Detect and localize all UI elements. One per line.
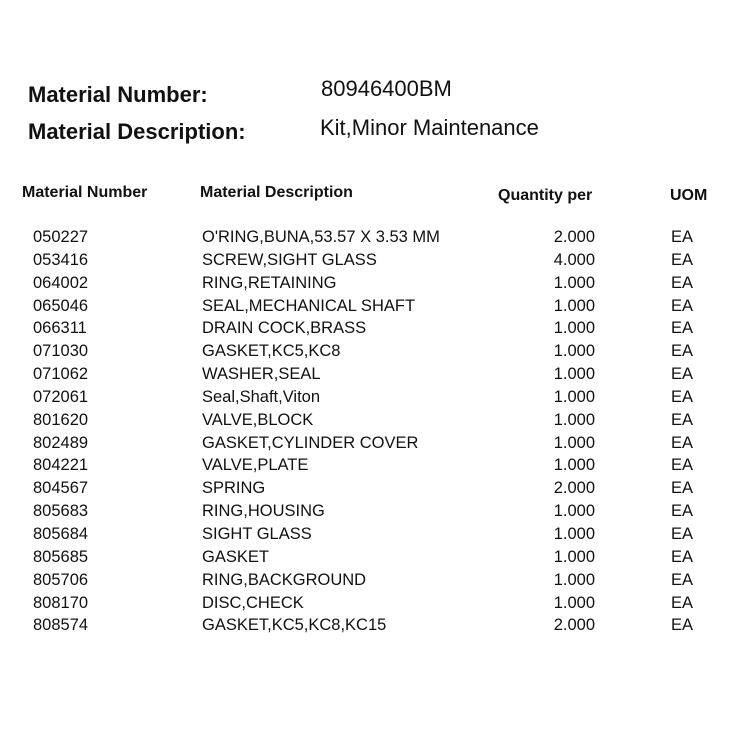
col-header-uom: UOM [670,187,708,204]
cell-material-number: 072061 [33,387,89,406]
table-row [0,363,740,386]
cell-material-number: 808170 [33,593,89,612]
cell-uom: EA [671,479,694,498]
cell-material-description: O'RING,BUNA,53.57 X 3.53 MM [202,228,440,246]
table-row [0,500,740,523]
table-row [0,477,740,500]
cell-uom: EA [671,250,694,269]
cell-uom: EA [671,273,694,292]
cell-material-number: 050227 [33,228,89,246]
table-row [0,569,740,592]
table-row [0,592,740,615]
col-header-material-description: Material Description [200,184,353,201]
cell-quantity: 2.000 [553,479,595,498]
cell-material-description: GASKET,KC5,KC8 [202,342,341,361]
cell-material-number: 065046 [33,296,89,315]
material-number-label: Material Number: [28,82,208,107]
cell-quantity: 1.000 [553,456,595,475]
cell-material-description: RING,RETAINING [202,273,337,292]
cell-uom: EA [671,570,694,589]
cell-material-number: 071030 [33,342,89,361]
col-header-material-number: Material Number [22,184,148,201]
cell-uom: EA [671,296,694,315]
cell-uom: EA [671,365,694,384]
cell-material-description: SIGHT GLASS [202,524,312,543]
cell-material-number: 804221 [33,456,89,475]
cell-uom: EA [671,433,694,452]
cell-uom: EA [671,593,694,612]
cell-material-description: Seal,Shaft,Viton [202,387,321,406]
cell-uom: EA [671,410,694,429]
cell-quantity: 1.000 [553,342,595,361]
cell-material-description: SPRING [202,479,266,498]
material-description-value: Kit,Minor Maintenance [320,115,539,140]
material-description-label: Material Description: [28,119,246,144]
cell-uom: EA [671,616,694,635]
cell-material-number: 071062 [33,365,89,384]
cell-material-number: 053416 [33,250,89,269]
table-row [0,432,740,455]
cell-material-description: VALVE,BLOCK [202,410,314,429]
cell-material-description: WASHER,SEAL [202,365,321,384]
cell-quantity: 1.000 [553,433,595,452]
cell-uom: EA [671,342,694,361]
cell-quantity: 1.000 [553,502,595,521]
table-row [0,546,740,569]
cell-material-number: 808574 [33,616,89,635]
cell-quantity: 1.000 [553,296,595,315]
cell-material-description: GASKET,KC5,KC8,KC15 [202,616,387,635]
cell-quantity: 2.000 [553,616,595,635]
cell-uom: EA [671,524,694,543]
table-row [0,409,740,432]
cell-quantity: 1.000 [553,387,595,406]
table-row [0,272,740,295]
cell-material-number: 064002 [33,273,89,292]
cell-material-description: SCREW,SIGHT GLASS [202,250,377,269]
table-row [0,386,740,409]
cell-material-description: GASKET [202,547,269,566]
cell-uom: EA [671,228,694,246]
cell-material-description: GASKET,CYLINDER COVER [202,433,419,452]
table-row [0,340,740,363]
table-row [0,226,740,249]
cell-quantity: 2.000 [553,228,595,246]
cell-material-number: 805685 [33,547,89,566]
cell-material-number: 805683 [33,502,89,521]
cell-material-description: SEAL,MECHANICAL SHAFT [202,296,416,315]
cell-material-number: 805706 [33,570,89,589]
cell-material-number: 066311 [33,319,87,338]
cell-material-description: RING,BACKGROUND [202,570,367,589]
cell-quantity: 1.000 [553,273,595,292]
cell-quantity: 1.000 [553,570,595,589]
table-row [0,295,740,318]
table-row [0,614,740,637]
table-body [0,226,740,637]
cell-quantity: 4.000 [553,250,595,269]
cell-quantity: 1.000 [553,410,595,429]
cell-uom: EA [671,456,694,475]
cell-uom: EA [671,387,694,406]
col-header-quantity: Quantity per [498,187,593,204]
cell-quantity: 1.000 [553,319,595,338]
cell-uom: EA [671,319,694,338]
cell-quantity: 1.000 [553,524,595,543]
table-row [0,454,740,477]
cell-material-number: 801620 [33,410,89,429]
material-number-value: 80946400BM [321,76,452,101]
cell-uom: EA [671,547,694,566]
cell-material-number: 802489 [33,433,89,452]
cell-quantity: 1.000 [553,365,595,384]
cell-material-description: RING,HOUSING [202,502,325,521]
cell-material-number: 804567 [33,479,89,498]
table-row [0,249,740,272]
cell-material-description: DISC,CHECK [202,593,304,612]
cell-quantity: 1.000 [553,547,595,566]
cell-material-description: DRAIN COCK,BRASS [202,319,367,338]
cell-uom: EA [671,502,694,521]
cell-quantity: 1.000 [553,593,595,612]
cell-material-description: VALVE,PLATE [202,456,309,475]
cell-material-number: 805684 [33,524,89,543]
table-row [0,317,740,340]
table-row [0,523,740,546]
